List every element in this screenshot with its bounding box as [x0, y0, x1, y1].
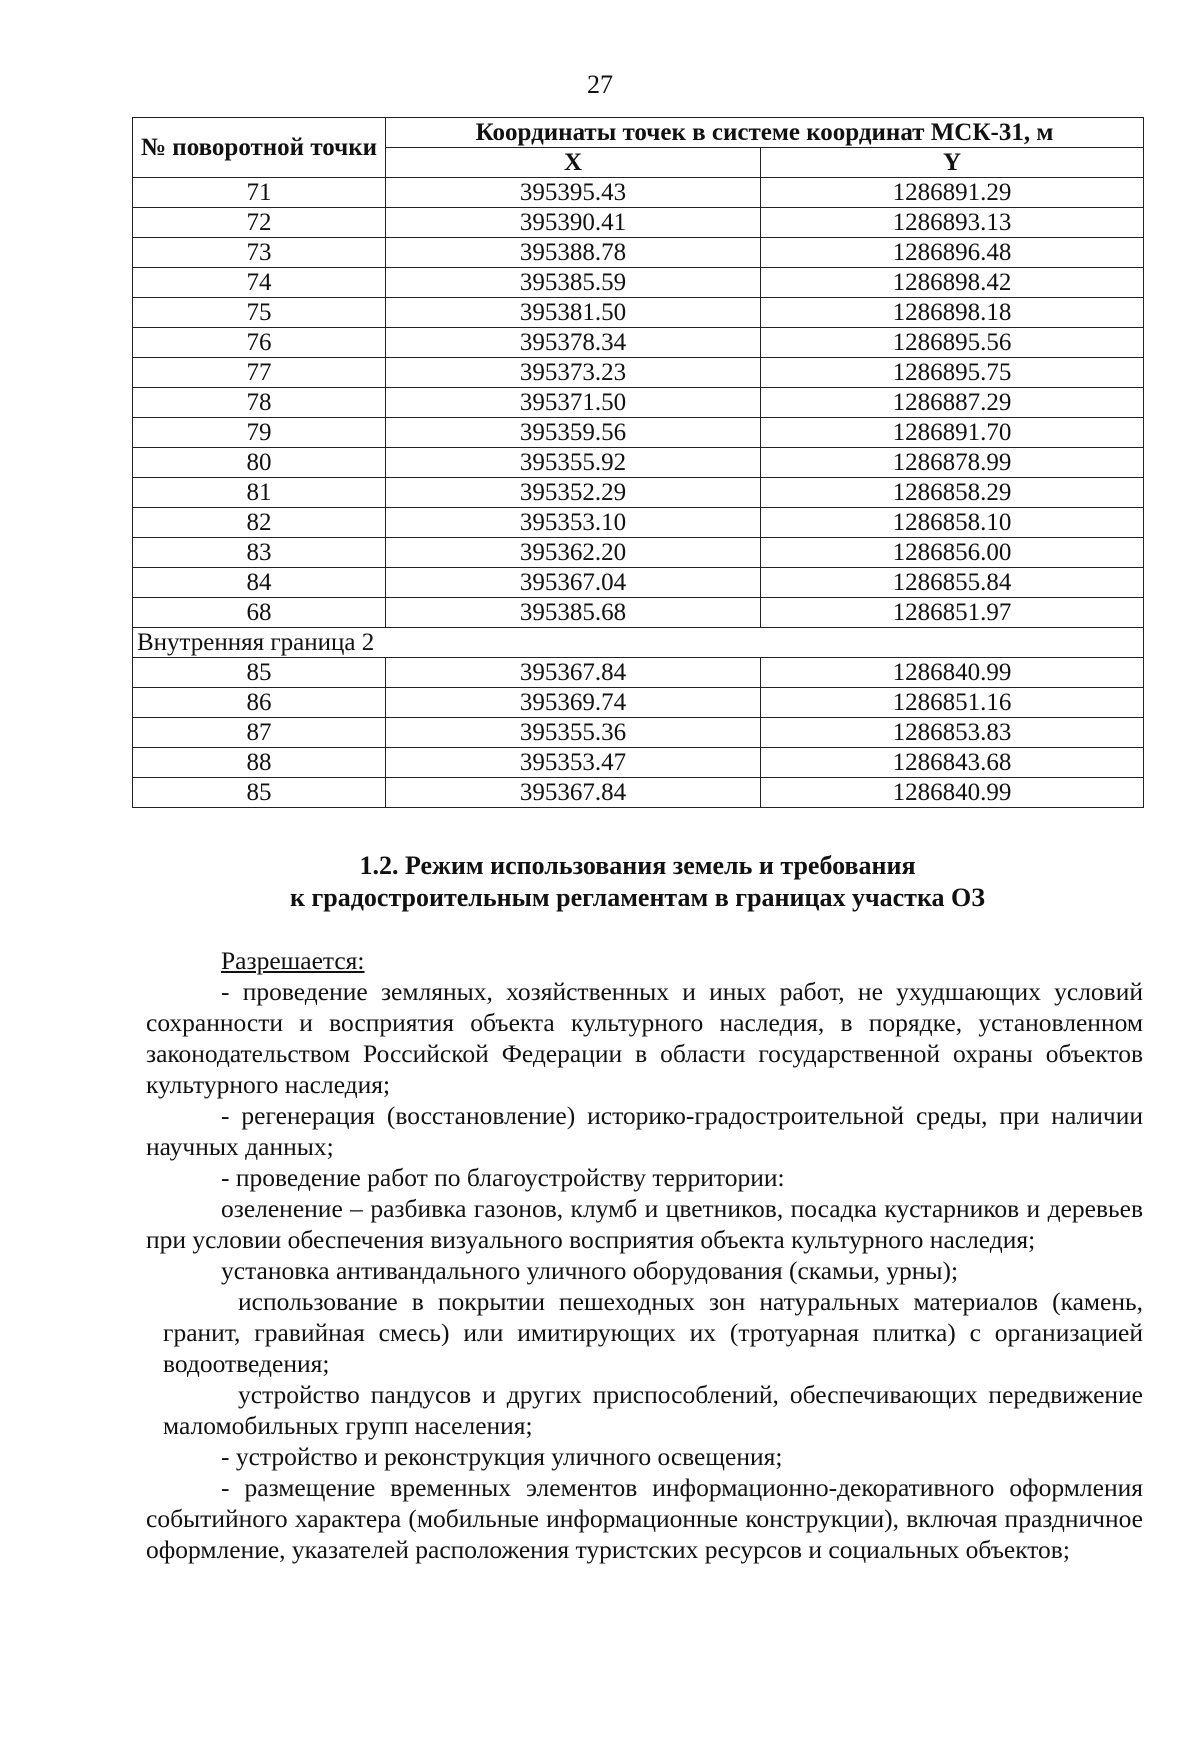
point-number-cell: 73 — [133, 238, 386, 268]
table-body-inner — [133, 658, 1144, 808]
y-coordinate-cell: 1286895.56 — [761, 328, 1144, 358]
header-y: Y — [761, 148, 1144, 178]
page-number: 27 — [587, 70, 613, 99]
x-coordinate-cell: 395369.74 — [386, 688, 761, 718]
y-coordinate-cell: 1286893.13 — [761, 208, 1144, 238]
table-row — [133, 358, 1144, 388]
x-coordinate-cell: 395353.47 — [386, 748, 761, 778]
y-coordinate-cell: 1286878.99 — [761, 448, 1144, 478]
table-row — [133, 448, 1144, 478]
x-coordinate-cell: 395355.36 — [386, 718, 761, 748]
point-number-cell: 68 — [133, 598, 386, 628]
paragraph-5: установка антивандального уличного оборудования (скамьи, урны); — [221, 1256, 959, 1285]
heading-line-2: к градостроительным регламентам в границах участка ОЗ — [290, 883, 985, 912]
x-coordinate-cell: 395367.04 — [386, 568, 761, 598]
x-coordinate-cell: 395352.29 — [386, 478, 761, 508]
table-row — [133, 478, 1144, 508]
heading-line-1: 1.2. Режим использования земель и требования — [359, 851, 916, 880]
table-row — [133, 568, 1144, 598]
x-coordinate-cell: 395385.68 — [386, 598, 761, 628]
x-coordinate-cell: 395381.50 — [386, 298, 761, 328]
point-number-cell: 88 — [133, 748, 386, 778]
y-coordinate-cell: 1286858.10 — [761, 508, 1144, 538]
y-coordinate-cell: 1286891.70 — [761, 418, 1144, 448]
paragraph-9: - размещение временных элементов информационно-декоративного оформления событийного характера (мобильные информационные конструкции), включая праздничное оформление, указателей расположения туристских ресурсов и социальных объектов; — [146, 1473, 1143, 1564]
y-coordinate-cell: 1286840.99 — [761, 778, 1144, 808]
table-body-outer — [133, 178, 1144, 628]
x-coordinate-cell: 395378.34 — [386, 328, 761, 358]
coordinates-table — [132, 117, 1144, 808]
table-row — [133, 208, 1144, 238]
y-coordinate-cell: 1286858.29 — [761, 478, 1144, 508]
y-coordinate-cell: 1286898.18 — [761, 298, 1144, 328]
paragraph-7: устройство пандусов и других приспособлений, обеспечивающих передвижение маломобильных групп населения; — [163, 1380, 1143, 1440]
y-coordinate-cell: 1286851.97 — [761, 598, 1144, 628]
point-number-cell: 72 — [133, 208, 386, 238]
allowed-label: Разрешается: — [221, 946, 365, 975]
y-coordinate-cell: 1286898.42 — [761, 268, 1144, 298]
table-row — [133, 538, 1144, 568]
x-coordinate-cell: 395373.23 — [386, 358, 761, 388]
table-row — [133, 388, 1144, 418]
point-number-cell: 84 — [133, 568, 386, 598]
paragraph-4: озеленение – разбивка газонов, клумб и цветников, посадка кустарников и деревьев при условии обеспечения визуального восприятия объекта культурного наследия; — [146, 1194, 1143, 1254]
table-row — [133, 748, 1144, 778]
point-number-cell: 85 — [133, 658, 386, 688]
point-number-cell: 79 — [133, 418, 386, 448]
point-number-cell: 85 — [133, 778, 386, 808]
table-row — [133, 658, 1144, 688]
table-row — [133, 778, 1144, 808]
point-number-cell: 87 — [133, 718, 386, 748]
table-row — [133, 298, 1144, 328]
y-coordinate-cell: 1286843.68 — [761, 748, 1144, 778]
section-heading — [132, 850, 1143, 914]
header-point-number: № поворотной точки — [133, 118, 386, 178]
x-coordinate-cell: 395395.43 — [386, 178, 761, 208]
y-coordinate-cell: 1286856.00 — [761, 538, 1144, 568]
table-row — [133, 268, 1144, 298]
paragraph-6: использование в покрытии пешеходных зон натуральных материалов (камень, гранит, гравийная смесь) или имитирующих их (тротуарная плитка) с организацией водоотведения; — [163, 1287, 1143, 1378]
section-row — [133, 628, 1144, 658]
paragraph-3: - проведение работ по благоустройству территории: — [221, 1163, 785, 1192]
table-row — [133, 718, 1144, 748]
point-number-cell: 83 — [133, 538, 386, 568]
table-row — [133, 688, 1144, 718]
x-coordinate-cell: 395353.10 — [386, 508, 761, 538]
x-coordinate-cell: 395385.59 — [386, 268, 761, 298]
allowed-label-line — [146, 945, 1143, 976]
y-coordinate-cell: 1286840.99 — [761, 658, 1144, 688]
y-coordinate-cell: 1286887.29 — [761, 388, 1144, 418]
y-coordinate-cell: 1286853.83 — [761, 718, 1144, 748]
x-coordinate-cell: 395371.50 — [386, 388, 761, 418]
x-coordinate-cell: 395362.20 — [386, 538, 761, 568]
table-row — [133, 238, 1144, 268]
paragraph-8: - устройство и реконструкция уличного освещения; — [221, 1442, 783, 1471]
header-coordinates: Координаты точек в системе координат МСК-31, м — [386, 118, 1144, 148]
y-coordinate-cell: 1286895.75 — [761, 358, 1144, 388]
point-number-cell: 77 — [133, 358, 386, 388]
point-number-cell: 86 — [133, 688, 386, 718]
y-coordinate-cell: 1286851.16 — [761, 688, 1144, 718]
table-row — [133, 508, 1144, 538]
x-coordinate-cell: 395390.41 — [386, 208, 761, 238]
point-number-cell: 76 — [133, 328, 386, 358]
y-coordinate-cell: 1286896.48 — [761, 238, 1144, 268]
table-row — [133, 178, 1144, 208]
header-x: X — [386, 148, 761, 178]
point-number-cell: 81 — [133, 478, 386, 508]
x-coordinate-cell: 395355.92 — [386, 448, 761, 478]
point-number-cell: 71 — [133, 178, 386, 208]
table-row — [133, 328, 1144, 358]
paragraph-1: - проведение земляных, хозяйственных и иных работ, не ухудшающих условий сохранности и восприятия объекта культурного наследия, в порядке, установленном законодательством Российской Федерации в области государственной охраны объектов культурного наследия; — [146, 977, 1143, 1099]
y-coordinate-cell: 1286855.84 — [761, 568, 1144, 598]
x-coordinate-cell: 395367.84 — [386, 658, 761, 688]
point-number-cell: 78 — [133, 388, 386, 418]
point-number-cell: 80 — [133, 448, 386, 478]
paragraph-2: - регенерация (восстановление) историко-градостроительной среды, при наличии научных данных; — [146, 1101, 1143, 1161]
y-coordinate-cell: 1286891.29 — [761, 178, 1144, 208]
section-label: Внутренняя граница 2 — [133, 628, 1144, 658]
table-row — [133, 598, 1144, 628]
point-number-cell: 82 — [133, 508, 386, 538]
x-coordinate-cell: 395388.78 — [386, 238, 761, 268]
point-number-cell: 74 — [133, 268, 386, 298]
x-coordinate-cell: 395367.84 — [386, 778, 761, 808]
point-number-cell: 75 — [133, 298, 386, 328]
x-coordinate-cell: 395359.56 — [386, 418, 761, 448]
table-row — [133, 418, 1144, 448]
body-text — [146, 945, 1143, 1565]
